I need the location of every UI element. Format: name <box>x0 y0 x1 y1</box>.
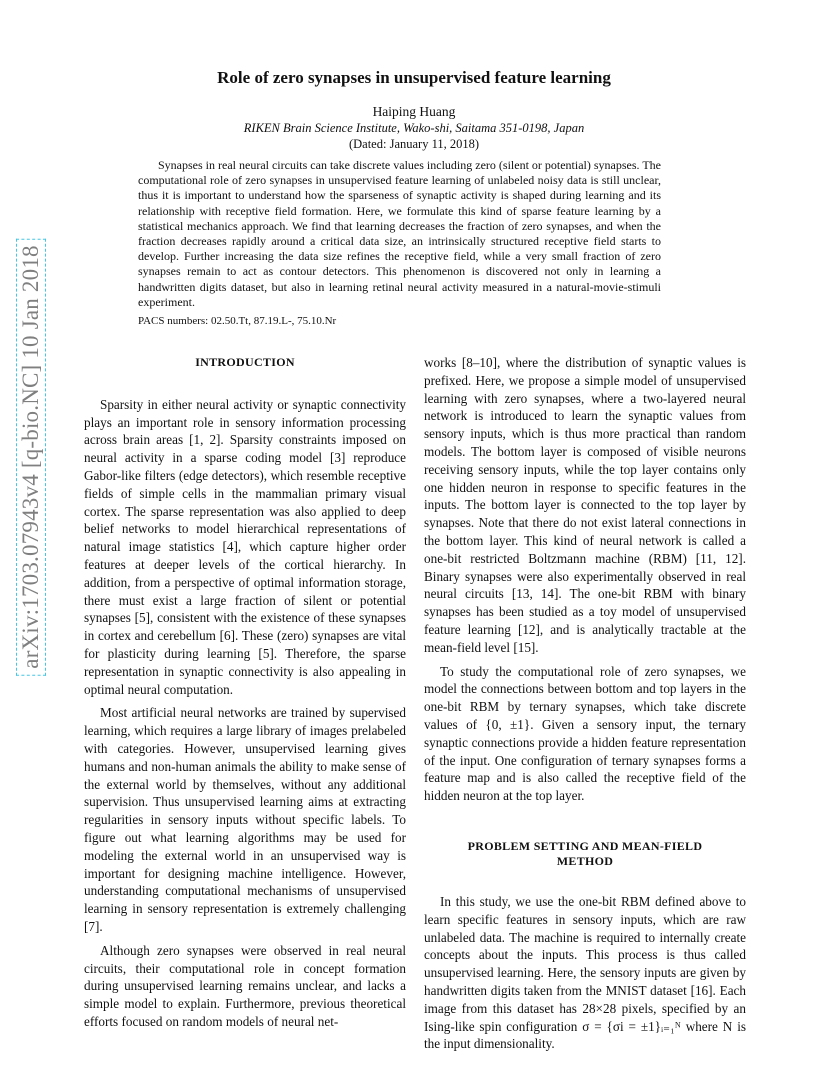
paper-title: Role of zero synapses in unsupervised feature learning <box>217 68 611 87</box>
method-heading: PROBLEM SETTING AND MEAN-FIELD METHOD <box>467 838 703 868</box>
arxiv-identifier-text: arXiv:1703.07943v4 [q-bio.NC] 10 Jan 2018 <box>16 238 46 675</box>
method-paragraph-1: In this study, we use the one-bit RBM defined above to learn specific features in sensory inputs, which are raw unlabeled data. The machine is required to internally create concepts about the inputs. This process is thus called unsupervised learning. Here, the sensory inputs are given by handwritten digits taken from the MNIST dataset [16]. Each image from this dataset has 28×28 pixels, specified by an Ising-like spin configuration σ = {σi = ±1}ᵢ₌₁ᴺ where N is the input dimensionality. <box>424 893 746 1052</box>
intro-paragraph-1: Sparsity in either neural activity or synaptic connectivity plays an important role in sensory information processing across brain areas [1, 2]. Sparsity constraints imposed on neural activity in a sparse coding model [3] reproduce Gabor-like filters (edge detectors), which resemble receptive fields of simple cells in the mammalian primary visual cortex. The sparse representation was also applied to deep belief networks to model hierarchical representations of natural image statistics [4], which capture higher order features at deeper levels of the cortical hierarchy. In addition, from a perspective of optimal information storage, there must exist a large fraction of silent or potential synapses [5], consistent with the existence of these synapses in cortex and cerebellum [6]. These (zero) synapses are vital for plasticity during learning [5]. Therefore, the sparse representation in synaptic connectivity is also appealing in optimal neural computation. <box>84 396 406 697</box>
paper-author: Haiping Huang <box>372 104 456 119</box>
right-column <box>424 354 746 1059</box>
abstract: Synapses in real neural circuits can take discrete values including zero (silent or potential) synapses. The computational role of zero synapses in unsupervised feature learning of unlabeled noisy data is still unclear, thus it is important to understand how the sparseness of synaptic activity is shaped during learning and its relationship with receptive field formation. Here, we formulate this kind of sparse feature learning by a statistical mechanics approach. We find that learning decreases the fraction of zero synapses, and when the fraction decreases rapidly around a critical data size, an intrinsically structured receptive field starts to develop. Further increasing the data size refines the receptive field, while a very small fraction of zero synapses remain to act as contour detectors. This phenomenon is discovered not only in learning a handwritten digits dataset, but also in learning retinal neural activity measured in a natural-movie-stimuli experiment. <box>138 158 661 309</box>
intro-paragraph-3-continued: works [8–10], where the distribution of synaptic values is prefixed. Here, we propose a simple model of unsupervised learning with zero synapses, where a two-layered neural network is introduced to learn the synaptic values from sensory inputs, which is thus more practical than random models. The bottom layer is composed of visible neurons receiving sensory inputs, while the top layer contains only one hidden neuron in response to specific features in the inputs. The bottom layer is connected to the top layer by synapses. Note that there do not exist lateral connections in the bottom layer. This kind of neural network is called a one-bit restricted Boltzmann machine (RBM) [11, 12]. Binary synapses were also experimentally observed in real neural circuits [13, 14]. The one-bit RBM with binary synapses has been studied as a toy model of unsupervised feature learning [12], and is analytically tractable at the mean-field level [15]. <box>424 355 746 655</box>
introduction-heading: INTRODUCTION <box>195 355 295 369</box>
intro-paragraph-3: Although zero synapses were observed in real neural circuits, their computational role in concept formation during unsupervised learning remains unclear, and lacks a simple model to explain. Furthermore, previous theoretical efforts focused on random models of neural net- <box>84 942 406 1029</box>
arxiv-identifier-stamp <box>14 247 48 667</box>
left-column <box>84 354 406 1037</box>
intro-paragraph-4: To study the computational role of zero synapses, we model the connections between bottom and top layers in the one-bit RBM by ternary synapses, which take discrete values of {0, ±1}. Given a sensory input, the ternary synaptic connections provide a hidden feature representation of the input. One configuration of ternary synapses forms a feature map and is also called the receptive field of the hidden neuron at the top layer. <box>424 663 746 804</box>
intro-paragraph-2: Most artificial neural networks are trained by supervised learning, which requires a large library of images prelabeled with categories. However, unsupervised learning gives humans and non-human animals the ability to make sense of the external world by themselves, without any additional supervision. Thus unsupervised learning aims at extracting regularities in sensory inputs without specific labels. To figure out what learning algorithms may be used for modeling the external world in an unsupervised way is important for designing machine intelligence. However, understanding computational mechanisms of unsupervised learning in sensory representation is extremely challenging [7]. <box>84 705 406 934</box>
paper-date: (Dated: January 11, 2018) <box>348 137 480 151</box>
author-affiliation: RIKEN Brain Science Institute, Wako-shi, Saitama 351-0198, Japan <box>243 121 585 135</box>
pacs-numbers: PACS numbers: 02.50.Tt, 87.19.L-, 75.10.Nr <box>138 315 337 327</box>
